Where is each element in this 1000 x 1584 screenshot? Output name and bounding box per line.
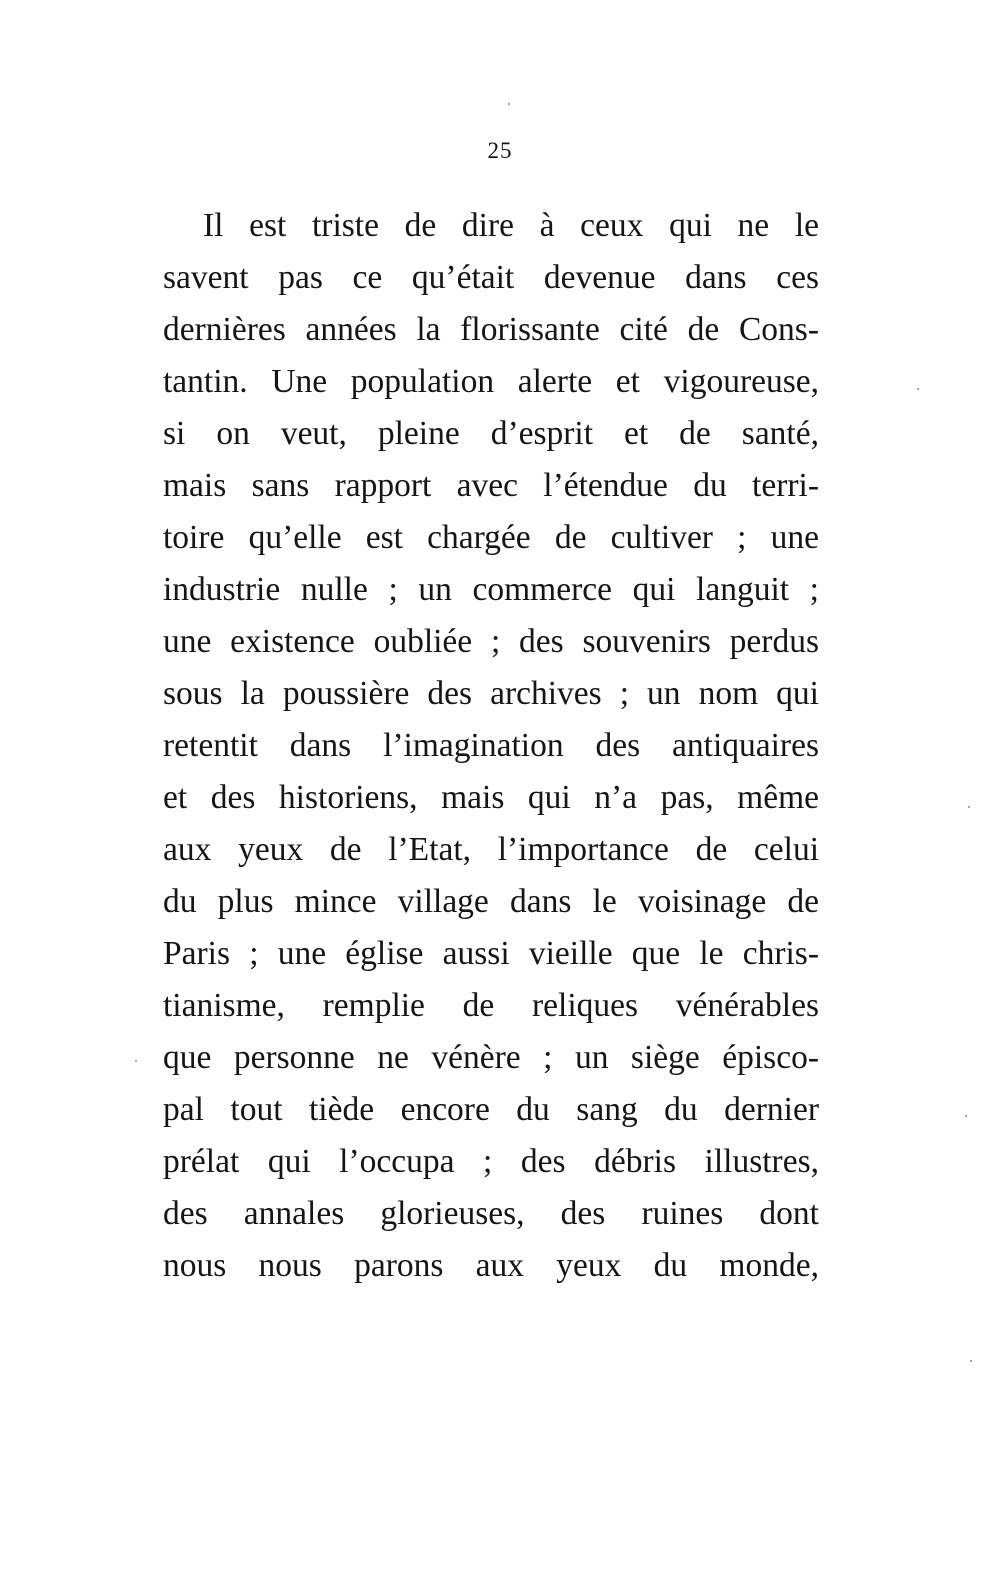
paper-speck [135,1060,137,1062]
paper-speck [917,388,919,390]
text-line: toire qu’elle est chargée de cultiver ; une [163,519,819,556]
text-line: des annales glorieuses, des ruines dont [163,1195,819,1232]
paper-speck [508,103,510,105]
text-line: retentit dans l’imagination des antiquaires [163,727,819,764]
text-line: du plus mince village dans le voisinage de [163,883,819,920]
paper-speck [965,1115,967,1117]
page-number: 25 [487,138,513,163]
paper-speck [968,806,970,808]
text-line: sous la poussière des archives ; un nom qui [163,675,819,712]
text-line: prélat qui l’occupa ; des débris illustres, [163,1143,819,1180]
text-line: dernières années la florissante cité de Cons- [163,311,819,348]
text-line: tianisme, remplie de reliques vénérables [163,987,819,1024]
text-line: tantin. Une population alerte et vigoureuse, [163,363,819,400]
text-line: industrie nulle ; un commerce qui languit ; [163,571,819,608]
text-line: nous nous parons aux yeux du monde, [163,1247,819,1284]
text-line: pal tout tiède encore du sang du dernier [163,1091,819,1128]
text-line: que personne ne vénère ; un siège épisco- [163,1039,819,1076]
body-text [163,200,819,1292]
text-line: Paris ; une église aussi vieille que le chris- [163,935,819,972]
text-line: si on veut, pleine d’esprit et de santé, [163,415,819,452]
text-line: Il est triste de dire à ceux qui ne le [203,207,819,244]
text-line: et des historiens, mais qui n’a pas, même [163,779,819,816]
paper-speck [970,1360,972,1362]
text-line: savent pas ce qu’était devenue dans ces [163,259,819,296]
text-line: une existence oubliée ; des souvenirs perdus [163,623,819,660]
text-line: aux yeux de l’Etat, l’importance de celui [163,831,819,868]
text-line: mais sans rapport avec l’étendue du terri- [163,467,819,504]
